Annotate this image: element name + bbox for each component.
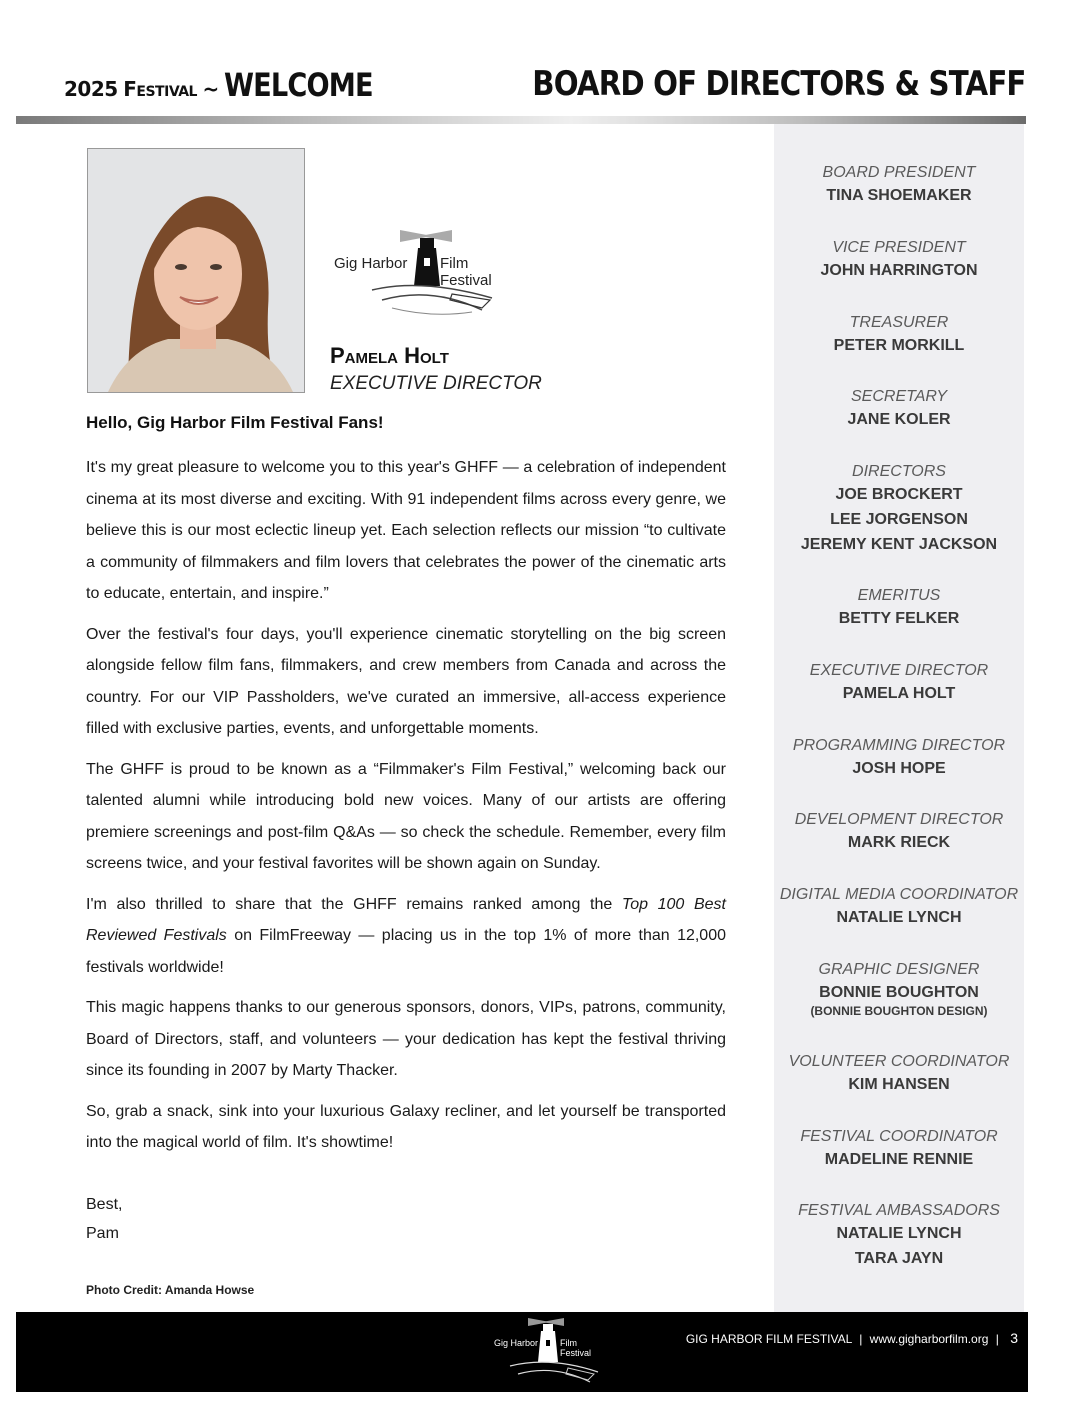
letter-paragraph-5: This magic happens thanks to our generous sponsors, donors, VIPs, patrons, community, Board of Directors, staff, and volunteers — your dedication has kept the festival thriving since its founding in 2007 by Marty Thacker. <box>86 999 726 1079</box>
person-title: EXECUTIVE DIRECTOR <box>330 373 542 394</box>
role-name: JOHN HARRINGTON <box>820 262 978 279</box>
logo-text-right: Film Festival <box>440 255 492 289</box>
portrait-photo <box>87 148 305 393</box>
role-name: PAMELA HOLT <box>842 685 956 702</box>
board-role <box>774 586 1024 631</box>
section-header <box>64 66 399 104</box>
role-title: SECRETARY <box>850 388 947 405</box>
footer-text <box>686 1330 1018 1346</box>
role-name: PETER MORKILL <box>833 337 965 354</box>
role-name: KIM HANSEN <box>848 1076 950 1093</box>
role-name: TINA SHOEMAKER <box>826 187 972 204</box>
footer-logo-text-right: Film Festival <box>560 1338 592 1358</box>
board-role <box>774 387 1024 432</box>
board-role <box>774 960 1024 1017</box>
board-header: BOARD OF DIRECTORS & STAFF <box>532 64 1026 104</box>
board-role <box>774 661 1024 706</box>
footer-url[interactable]: www.gigharborfilm.org <box>869 1332 989 1346</box>
role-title: DIRECTORS <box>852 463 946 480</box>
role-name: MADELINE RENNIE <box>824 1151 974 1168</box>
header-separator: ~ <box>202 77 219 101</box>
role-title: DIGITAL MEDIA COORDINATOR <box>779 886 1019 903</box>
header-festival-word: Festival <box>123 77 197 101</box>
board-role <box>774 736 1024 781</box>
role-title: FESTIVAL COORDINATOR <box>800 1128 998 1145</box>
role-title: PROGRAMMING DIRECTOR <box>792 737 1006 754</box>
role-title: FESTIVAL AMBASSADORS <box>798 1202 1000 1219</box>
footer-separator-1: | <box>859 1332 863 1346</box>
role-title: GRAPHIC DESIGNER <box>818 961 980 978</box>
photo-credit: Photo Credit: Amanda Howse <box>86 1283 255 1297</box>
p4-end: on FilmFreeway — placing us in the top 1% of more than 12,000 festivals worldwide! <box>86 927 727 976</box>
footer-logo-text-left: Gig Harbor <box>494 1338 539 1348</box>
role-title: EXECUTIVE DIRECTOR <box>809 662 989 679</box>
role-name: TARA JAYN <box>854 1250 944 1267</box>
letter-paragraph-4 <box>86 889 726 984</box>
letter-body <box>86 452 726 1168</box>
board-role <box>774 810 1024 855</box>
board-role <box>774 1201 1024 1271</box>
footer-separator-2: | <box>995 1332 999 1346</box>
role-name: JANE KOLER <box>847 411 951 428</box>
role-title: VOLUNTEER COORDINATOR <box>788 1053 1010 1070</box>
board-role <box>774 462 1024 557</box>
role-name: JOE BROCKERT <box>835 486 963 503</box>
closing-signature: Pam <box>86 1225 119 1242</box>
role-title: EMERITUS <box>857 587 941 604</box>
role-name: JEREMY KENT JACKSON <box>800 536 998 553</box>
role-name: LEE JORGENSON <box>830 511 968 528</box>
p4-emphasis: Top 100 Best Reviewed Festivals <box>86 895 726 944</box>
board-sidebar <box>774 124 1024 1312</box>
header-welcome: WELCOME <box>224 66 374 104</box>
role-note: (BONNIE BOUGHTON DESIGN) <box>810 1004 988 1018</box>
role-name: NATALIE LYNCH <box>836 909 962 926</box>
role-name: BETTY FELKER <box>838 610 960 627</box>
board-role <box>774 313 1024 358</box>
role-name: JOSH HOPE <box>852 760 946 777</box>
page-footer <box>16 1312 1028 1392</box>
letter-paragraph-1: It's my great pleasure to welcome you to this year's GHFF — a celebration of independent cinema at its most diverse and exciting. With 91 independent films across every genre, we believe this is our most eclectic lineup yet. Each selection reflects our mission “to cultivate a community of filmmakers and film lovers that celebrates the power of the cinematic arts to educate, entertain, and inspire.” <box>86 459 726 602</box>
person-name: Pamela Holt <box>330 343 449 368</box>
festival-logo <box>332 228 522 320</box>
page-number: 3 <box>1010 1330 1018 1346</box>
role-title: BOARD PRESIDENT <box>822 164 976 181</box>
board-role <box>774 163 1024 208</box>
p4-start: I'm also thrilled to share that the GHFF remains ranked among the <box>86 895 622 913</box>
board-role <box>774 885 1024 930</box>
board-role <box>774 1127 1024 1172</box>
footer-org: GIG HARBOR FILM FESTIVAL <box>685 1332 852 1346</box>
role-name: NATALIE LYNCH <box>836 1225 962 1242</box>
letter-paragraph-2: Over the festival's four days, you'll experience cinematic storytelling on the big screen alongside fellow film fans, filmmakers, and crew members from Canada and across the country. For our VIP Passholders, we've curated an immersive, all-access experience filled with exclusive parties, events, and unforgettable moments. <box>86 625 726 737</box>
closing-salutation: Best, <box>86 1196 123 1213</box>
role-title: VICE PRESIDENT <box>832 239 966 256</box>
letter-paragraph-6: So, grab a snack, sink into your luxurious Galaxy recliner, and let yourself be transported into the magical world of film. It's showtime! <box>86 1102 726 1151</box>
role-title: DEVELOPMENT DIRECTOR <box>794 811 1004 828</box>
footer-logo <box>490 1316 610 1388</box>
role-title: TREASURER <box>849 314 949 331</box>
role-name: MARK RIECK <box>847 834 951 851</box>
letter-paragraph-3: The GHFF is proud to be known as a “Filmmaker's Film Festival,” welcoming back our talented alumni while introducing bold new voices. Many of our artists are offering premiere screenings and post-film Q&As — so check the schedule. Remember, every film screens twice, and your festival favorites will be shown again on Sunday. <box>86 760 726 872</box>
letter-greeting: Hello, Gig Harbor Film Festival Fans! <box>86 413 384 432</box>
role-name: BONNIE BOUGHTON <box>819 984 979 1001</box>
letter-closing <box>86 1190 122 1248</box>
header-rule <box>16 116 1026 124</box>
board-role <box>774 1052 1024 1097</box>
board-role <box>774 238 1024 283</box>
logo-text-left: Gig Harbor <box>334 255 408 272</box>
header-year: 2025 <box>64 77 118 101</box>
